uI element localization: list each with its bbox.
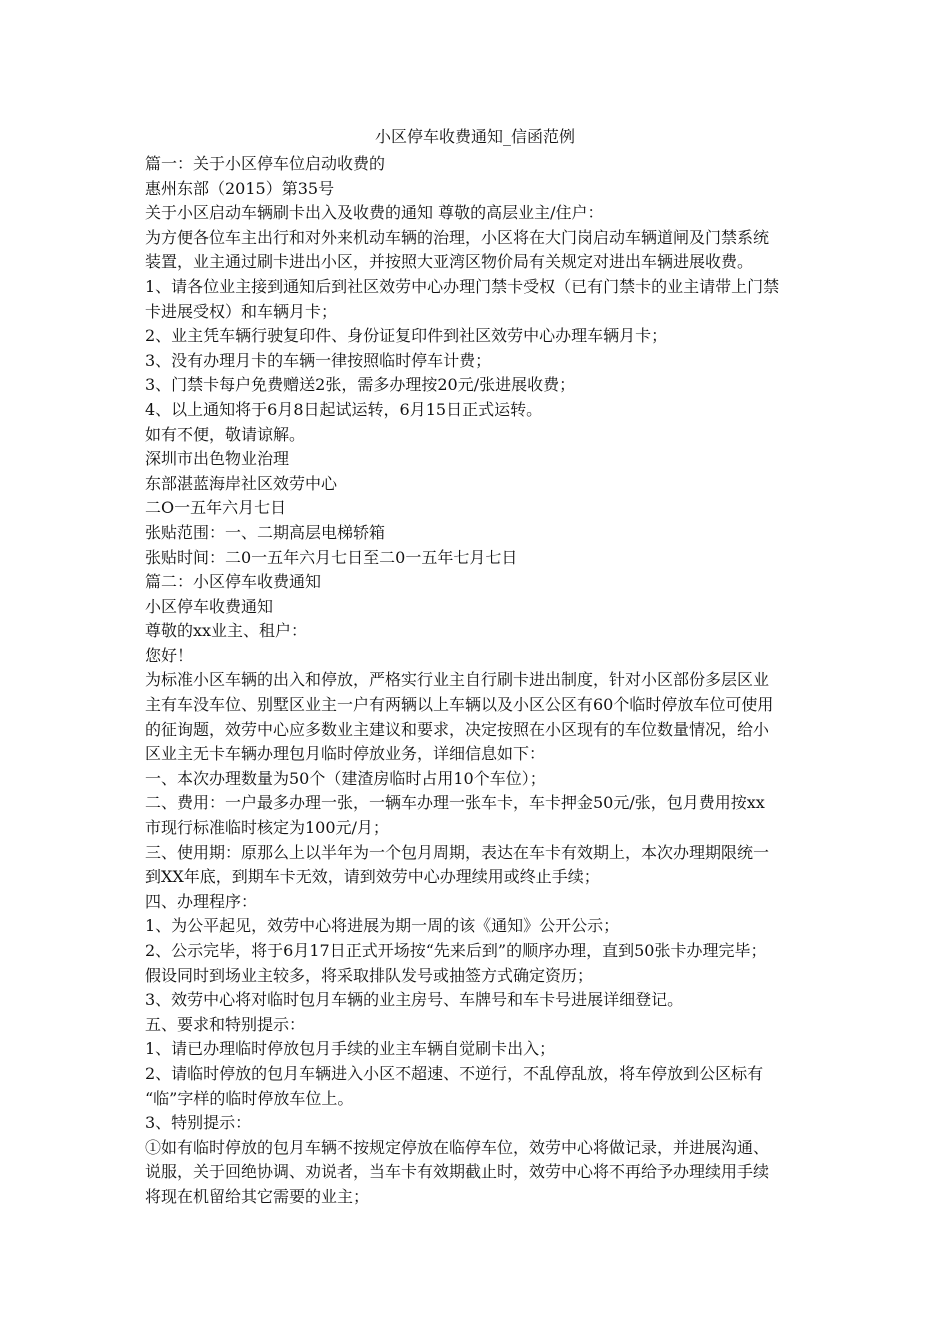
body-line: 东部湛蓝海岸社区效劳中心: [145, 473, 338, 493]
body-line: 装置，业主通过刷卡进出小区，并按照大亚湾区物价局有关规定对进出车辆进展收费。: [145, 252, 754, 272]
body-line: 1、为公平起见，效劳中心将进展为期一周的该《通知》公开公示；: [145, 916, 620, 936]
body-line: 到XX年底，到期车卡无效，请到效劳中心办理续用或终止手续；: [145, 867, 600, 887]
document-title: 小区停车收费通知_信函范例: [374, 127, 575, 146]
body-line: 三、使用期：原那么上以半年为一个包月周期，表达在车卡有效期上，本次办理期限统一: [145, 842, 770, 862]
body-line: 说服，关于回绝协调、劝说者，当车卡有效期截止时，效劳中心将不再给予办理续用手续: [145, 1162, 770, 1182]
body-line: 1、请已办理临时停放包月手续的业主车辆自觉刷卡出入；: [145, 1039, 556, 1059]
body-line: 为标准小区车辆的出入和停放，严格实行业主自行刷卡进出制度，针对小区部份多层区业: [145, 670, 770, 690]
body-line: 假设同时到场业主较多，将采取排队发号或抽签方式确定资历；: [145, 965, 594, 985]
body-line: 将现在机留给其它需要的业主；: [145, 1186, 370, 1206]
body-line: 2、业主凭车辆行驶复印件、身份证复印件到社区效劳中心办理车辆月卡；: [145, 326, 668, 346]
body-line: 惠州东部（2015）第35号: [145, 178, 335, 198]
body-line: 3、特别提示：: [145, 1113, 252, 1133]
body-line: ①如有临时停放的包月车辆不按规定停放在临停车位，效劳中心将做记录，并进展沟通、: [145, 1137, 770, 1157]
body-line: 关于小区启动车辆刷卡出入及收费的通知 尊敬的高层业主/住户：: [145, 203, 604, 223]
body-line: 3、没有办理月卡的车辆一律按照临时停车计费；: [145, 350, 492, 370]
body-line: 张贴范围：一、二期高层电梯轿箱: [145, 522, 386, 542]
body-line: 尊敬的xx业主、租户：: [145, 621, 308, 641]
body-line: 1、请各位业主接到通知后到社区效劳中心办理门禁卡受权（已有门禁卡的业主请带上门禁: [145, 276, 780, 296]
body-line: 为方便各位车主出行和对外来机动车辆的治理，小区将在大门岗启动车辆道闸及门禁系统: [145, 227, 770, 247]
body-line: 一、本次办理数量为50个（建渣房临时占用10个车位）；: [145, 768, 546, 788]
body-line: 您好！: [145, 645, 194, 665]
body-line: 2、公示完毕，将于6月17日正式开场按“先来后到”的顺序办理，直到50张卡办理完毕；: [145, 941, 767, 960]
body-line: 2、请临时停放的包月车辆进入小区不超速、不逆行，不乱停乱放，将车停放到公区标有: [145, 1063, 764, 1083]
body-line: 3、门禁卡每户免费赠送2张，需多办理按20元/张进展收费；: [145, 375, 576, 395]
body-line: 小区停车收费通知: [145, 596, 274, 616]
body-line: 二O一五年六月七日: [145, 498, 287, 518]
body-line: 深圳市出色物业治理: [145, 449, 290, 469]
body-line: 卡进展受权）和车辆月卡；: [145, 301, 338, 321]
body-line: 主有车没车位、别墅区业主一户有两辆以上车辆以及小区公区有60个临时停放车位可使用: [145, 695, 774, 715]
body-line: 篇二：小区停车收费通知: [145, 572, 322, 592]
body-line: 市现行标准临时核定为100元/月；: [145, 818, 389, 838]
body-line: 区业主无卡车辆办理包月临时停放业务，详细信息如下：: [145, 744, 546, 764]
body-line: 四、办理程序：: [145, 891, 258, 911]
document-body: [145, 152, 810, 1210]
body-line: 的征询题，效劳中心应多数业主建议和要求，决定按照在小区现有的车位数量情况，给小: [145, 719, 770, 739]
body-line: “临”字样的临时停放车位上。: [145, 1088, 354, 1108]
body-line: 二、费用：一户最多办理一张，一辆车办理一张车卡，车卡押金50元/张，包月费用按xx: [145, 793, 765, 813]
body-line: 4、以上通知将于6月8日起试运转，6月15日正式运转。: [145, 399, 543, 419]
body-line: 3、效劳中心将对临时包月车辆的业主房号、车牌号和车卡号进展详细登记。: [145, 990, 684, 1010]
body-line: 如有不便，敬请谅解。: [145, 424, 306, 444]
body-line: 张贴时间：二0一五年六月七日至二0一五年七月七日: [145, 547, 518, 567]
body-line: 五、要求和特别提示：: [145, 1014, 306, 1034]
body-line: 篇一：关于小区停车位启动收费的: [145, 154, 386, 173]
